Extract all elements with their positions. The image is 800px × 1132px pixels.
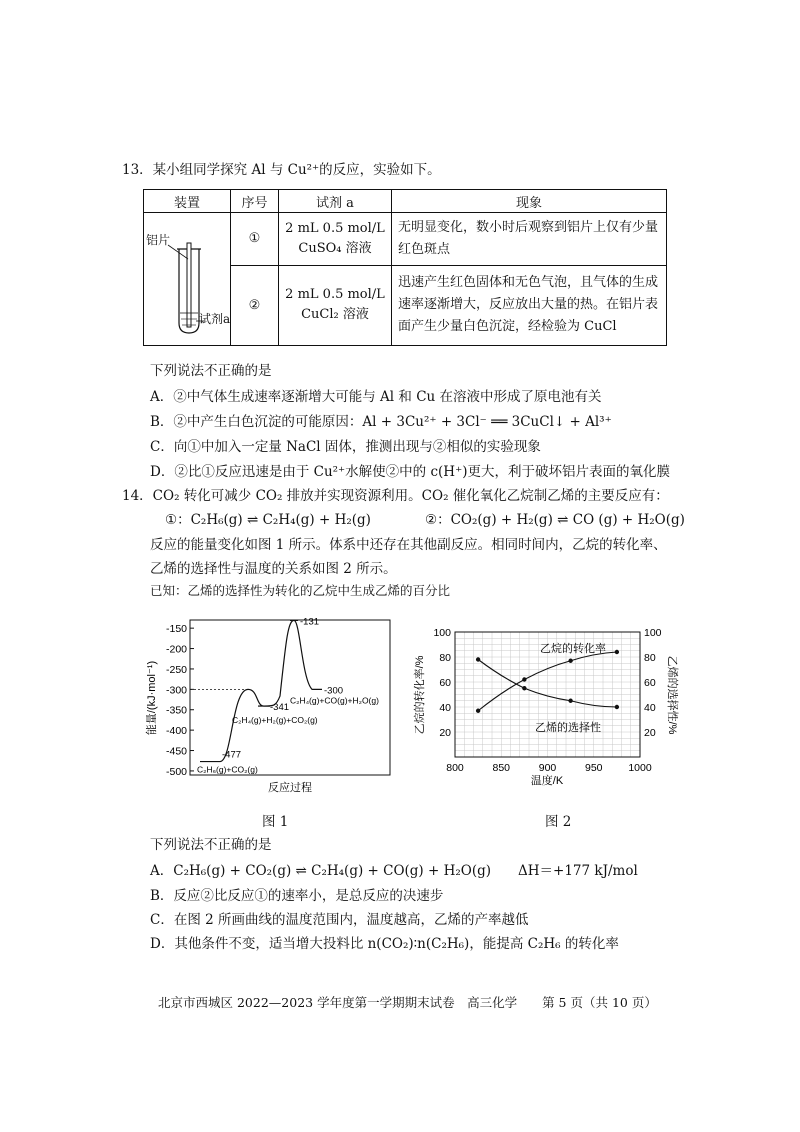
y-right-tick-label: 20 bbox=[644, 727, 656, 739]
y-left-tick-label: 40 bbox=[439, 702, 451, 714]
table-header: 试剂 a bbox=[279, 190, 392, 213]
data-point bbox=[476, 709, 480, 713]
q14-note: 已知：乙烯的选择性为转化的乙烷中生成乙烯的百分比 bbox=[150, 583, 451, 598]
y-tick-label: -400 bbox=[165, 725, 187, 738]
phenomenon-cell: 无明显变化，数小时后观察到铝片上仅有少量红色斑点 bbox=[392, 213, 667, 266]
level-value-label: -131 bbox=[300, 616, 320, 628]
level-labels bbox=[197, 616, 379, 774]
reagent-line: CuCl₂ 溶液 bbox=[301, 307, 369, 323]
data-point bbox=[615, 705, 619, 709]
y-tick-label: -150 bbox=[165, 623, 187, 636]
y-tick-label: -200 bbox=[165, 643, 187, 656]
y-tick-label: -500 bbox=[165, 765, 187, 778]
reagent-cell bbox=[279, 265, 392, 345]
q14-option-d: D．其他条件不变，适当增大投料比 n(CO₂)∶n(C₂H₆)，能提高 C₂H₆ 的转化率 bbox=[150, 936, 619, 952]
series-label-conversion: 乙烷的转化率 bbox=[540, 643, 606, 655]
series-label-selectivity: 乙烯的选择性 bbox=[535, 722, 601, 734]
data-point bbox=[568, 659, 572, 663]
y-right-tick-label: 40 bbox=[644, 702, 656, 714]
q13-option-a: A．②中气体生成速率逐渐增大可能与 Al 和 Cu 在溶液中形成了原电池有关 bbox=[150, 389, 602, 405]
figure-2-caption: 图 2 bbox=[545, 814, 572, 830]
data-point bbox=[568, 699, 572, 703]
row-number: ② bbox=[231, 265, 279, 345]
q14-description: 乙烯的选择性与温度的关系如图 2 所示。 bbox=[150, 561, 397, 577]
level-value-label: -477 bbox=[222, 749, 242, 761]
x-tick-label: 800 bbox=[446, 762, 464, 774]
q13-stem: 13．某小组同学探究 Al 与 Cu²⁺的反应，实验如下。 bbox=[122, 162, 441, 178]
q14-prompt: 下列说法不正确的是 bbox=[150, 837, 272, 853]
y-tick-label: -350 bbox=[165, 704, 187, 717]
y-left-label: 乙烷的转化率/% bbox=[414, 655, 426, 735]
level-species-label: C₂H₄(g)+H₂(g)+CO₂(g) bbox=[232, 715, 318, 726]
q13-option-d: D．②比①反应迅速是由于 Cu²⁺水解使②中的 c(H⁺)更大，利于破坏铝片表面的氧化膜 bbox=[150, 464, 670, 480]
reagent-line: 2 mL 0.5 mol/L bbox=[285, 287, 385, 303]
figure-2-line-chart bbox=[414, 618, 678, 790]
table-header: 装置 bbox=[144, 190, 231, 213]
x-tick-label: 1000 bbox=[628, 762, 652, 774]
q14-option-c: C．在图 2 所画曲线的温度范围内，温度越高，乙烯的产率越低 bbox=[150, 912, 529, 928]
level-species-label: C₂H₆(g)+CO₂(g) bbox=[197, 764, 258, 775]
figure-1-caption: 图 1 bbox=[262, 814, 289, 830]
energy-curve bbox=[220, 620, 322, 761]
y-left-tick-label: 100 bbox=[433, 627, 451, 639]
reaction-2: ②：CO₂(g) + H₂(g) ⇌ CO (g) + H₂O(g) bbox=[425, 512, 685, 528]
table-header: 现象 bbox=[392, 190, 667, 213]
y-axis-label: 能量/(kJ·mol⁻¹) bbox=[146, 660, 158, 736]
q13-option-b: B．②中产生白色沉淀的可能原因：Al + 3Cu²⁺ + 3Cl⁻ ══ 3CuCl↓ + Al³⁺ bbox=[150, 414, 612, 430]
q14-stem: 14．CO₂ 转化可减少 CO₂ 排放并实现资源利用。CO₂ 催化氧化乙烷制乙烯的主要反应有： bbox=[122, 488, 669, 504]
y-right-tick-label: 60 bbox=[644, 677, 656, 689]
x-tick-label: 850 bbox=[492, 762, 511, 774]
data-point bbox=[615, 650, 619, 654]
reagent-line: CuSO₄ 溶液 bbox=[298, 240, 372, 256]
table-header: 序号 bbox=[231, 190, 279, 213]
x-tick-label: 900 bbox=[538, 762, 557, 774]
row-number: ① bbox=[231, 213, 279, 266]
reagent-label: 试剂a bbox=[199, 312, 231, 326]
y-right-label: 乙烯的选择性/% bbox=[666, 655, 678, 735]
y-left-tick-label: 80 bbox=[439, 652, 451, 664]
y-right-tick-label: 100 bbox=[644, 627, 662, 639]
x-axis-label: 温度/K bbox=[530, 775, 564, 787]
level-value-label: -341 bbox=[270, 702, 290, 714]
apparatus-cell bbox=[144, 213, 231, 346]
data-point bbox=[522, 677, 526, 681]
experiment-table bbox=[143, 189, 667, 346]
q14-option-b: B．反应②比反应①的速率小，是总反应的决速步 bbox=[150, 888, 444, 904]
reagent-cell bbox=[279, 213, 392, 266]
reagent-line: 2 mL 0.5 mol/L bbox=[285, 220, 385, 236]
x-axis-label: 反应过程 bbox=[268, 782, 312, 794]
figure-1-energy-diagram bbox=[140, 615, 400, 805]
aluminium-label: 铝片 bbox=[146, 233, 171, 247]
y-tick-label: -450 bbox=[165, 745, 187, 758]
q14-description: 反应的能量变化如图 1 所示。体系中还存在其他副反应。相同时间内，乙烷的转化率、 bbox=[150, 537, 667, 553]
level-value-label: -300 bbox=[324, 685, 344, 697]
y-right-tick-label: 80 bbox=[644, 652, 656, 664]
data-point bbox=[522, 686, 526, 690]
energy-profile bbox=[190, 620, 322, 761]
y-tick-label: -250 bbox=[165, 663, 187, 676]
data-point bbox=[476, 657, 480, 661]
y-tick-label: -300 bbox=[165, 684, 187, 697]
x-tick-label: 950 bbox=[584, 762, 603, 774]
q13-prompt: 下列说法不正确的是 bbox=[150, 363, 272, 379]
q13-option-c: C．向①中加入一定量 NaCl 固体，推测出现与②相似的实验现象 bbox=[150, 439, 541, 455]
phenomenon-cell: 迅速产生红色固体和无色气泡，且气体的生成速率逐渐增大，反应放出大量的热。在铝片表面产生少量白色沉淀，经检验为 CuCl bbox=[392, 265, 667, 345]
reaction-1: ①：C₂H₆(g) ⇌ C₂H₄(g) + H₂(g) bbox=[165, 512, 371, 528]
y-left-tick-label: 60 bbox=[439, 677, 451, 689]
y-left-tick-label: 20 bbox=[439, 727, 451, 739]
page-footer: 北京市西城区 2022—2023 学年度第一学期期末试卷 高三化学 第 5 页（共 10 页） bbox=[158, 995, 657, 1010]
q14-option-a: A．C₂H₆(g) + CO₂(g) ⇌ C₂H₄(g) + CO(g) + H₂O(g) ΔH＝+177 kJ/mol bbox=[150, 863, 638, 879]
level-species-label: C₂H₄(g)+CO(g)+H₂O(g) bbox=[290, 695, 379, 706]
